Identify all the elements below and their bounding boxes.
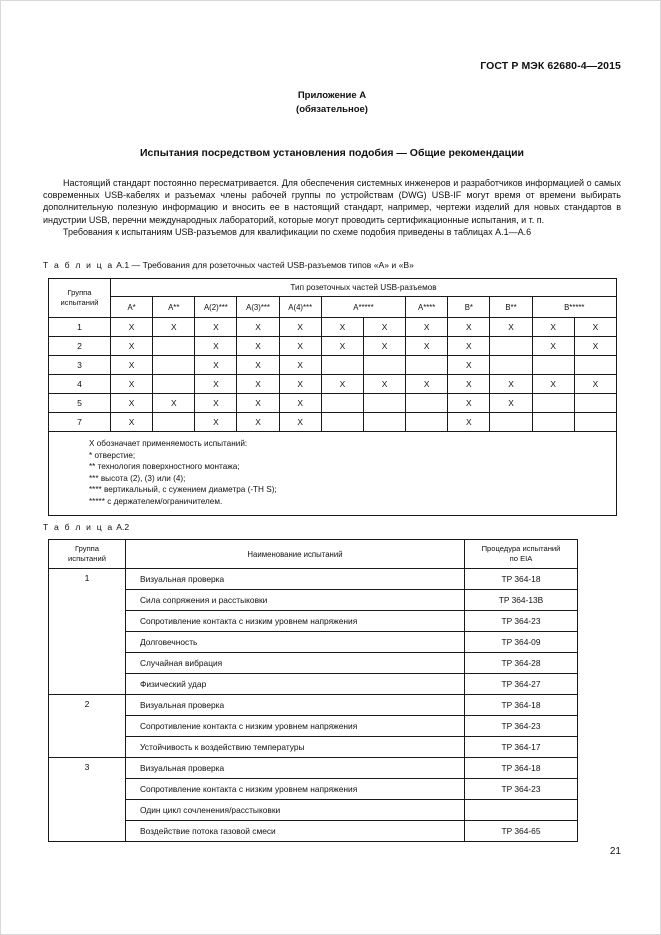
table-a1-caption bbox=[43, 260, 414, 270]
table-a1-note-6: ***** с держателем/ограничителем. bbox=[89, 496, 223, 506]
table-a1-column-header-9: В** bbox=[490, 297, 532, 318]
table-a2-test-name: Случайная вибрация bbox=[126, 653, 465, 674]
table-a1-caption-text: — Требования для розеточных частей USB-разъемов типов «А» и «В» bbox=[131, 260, 414, 270]
table-a1-mark-cell: X bbox=[448, 337, 490, 356]
table-a2-group-cell: 3 bbox=[49, 758, 126, 842]
table-row bbox=[49, 779, 578, 800]
table-a1-empty-cell bbox=[406, 356, 448, 375]
procedure-header-line-2: по EIA bbox=[509, 554, 533, 563]
table-a1-group-cell: 4 bbox=[49, 375, 111, 394]
table-a1-empty-cell bbox=[490, 413, 532, 432]
table-a1-mark-cell: X bbox=[532, 375, 574, 394]
table-a1-empty-cell bbox=[321, 394, 363, 413]
page-number: 21 bbox=[609, 846, 621, 857]
table-a2-test-procedure: TP 364-18 bbox=[465, 569, 578, 590]
appendix-title-block bbox=[43, 89, 621, 117]
table-a1 bbox=[48, 278, 617, 516]
table-a1-mark-cell: X bbox=[490, 375, 532, 394]
table-a2-group-cell: 2 bbox=[49, 695, 126, 758]
table-a1-mark-cell: X bbox=[448, 394, 490, 413]
table-a1-column-header-5: А(4)*** bbox=[279, 297, 321, 318]
standard-header: ГОСТ Р МЭК 62680-4—2015 bbox=[480, 60, 621, 72]
table-a1-mark-cell: X bbox=[321, 337, 363, 356]
table-a1-empty-cell bbox=[574, 394, 616, 413]
table-row bbox=[49, 674, 578, 695]
table-row bbox=[49, 611, 578, 632]
appendix-subtitle: (обязательное) bbox=[296, 104, 368, 115]
table-row bbox=[49, 337, 617, 356]
table-a2-test-name: Воздействие потока газовой смеси bbox=[126, 821, 465, 842]
table-a1-header-row-1 bbox=[49, 279, 617, 297]
table-a2-test-procedure: TP 364-23 bbox=[465, 716, 578, 737]
table-row bbox=[49, 569, 578, 590]
group-header-line-2: испытаний bbox=[68, 554, 106, 563]
table-a2-test-name: Устойчивость к воздействию температуры bbox=[126, 737, 465, 758]
table-a1-empty-cell bbox=[574, 356, 616, 375]
table-a1-mark-cell: X bbox=[195, 356, 237, 375]
table-a2-test-procedure bbox=[465, 800, 578, 821]
table-a2-caption-number: А.2 bbox=[116, 522, 130, 532]
table-a1-mark-cell: X bbox=[406, 375, 448, 394]
table-a1-column-header-7: А**** bbox=[406, 297, 448, 318]
table-a1-note-4: *** высота (2), (3) или (4); bbox=[89, 473, 186, 483]
table-row bbox=[49, 590, 578, 611]
table-a1-mark-cell: X bbox=[321, 375, 363, 394]
table-a1-mark-cell: X bbox=[406, 318, 448, 337]
table-a2-test-name: Долговечность bbox=[126, 632, 465, 653]
table-a1-empty-cell bbox=[363, 413, 405, 432]
table-a2-test-procedure: TP 364-18 bbox=[465, 758, 578, 779]
table-a1-mark-cell: X bbox=[532, 318, 574, 337]
table-a1-mark-cell: X bbox=[574, 375, 616, 394]
table-row bbox=[49, 413, 617, 432]
table-a1-mark-cell: X bbox=[111, 337, 153, 356]
table-a1-empty-cell bbox=[363, 356, 405, 375]
table-a1-mark-cell: X bbox=[490, 318, 532, 337]
table-row bbox=[49, 632, 578, 653]
table-a1-mark-cell: X bbox=[153, 394, 195, 413]
table-a2-test-name: Визуальная проверка bbox=[126, 569, 465, 590]
table-a1-empty-cell bbox=[406, 394, 448, 413]
table-a1-empty-cell bbox=[574, 413, 616, 432]
table-a1-mark-cell: X bbox=[279, 413, 321, 432]
table-a1-group-cell: 3 bbox=[49, 356, 111, 375]
table-a1-column-header-4: А(3)*** bbox=[237, 297, 279, 318]
table-row bbox=[49, 653, 578, 674]
table-a2-test-procedure: TP 364-27 bbox=[465, 674, 578, 695]
table-a1-header-row-2 bbox=[49, 297, 617, 318]
table-a1-mark-cell: X bbox=[532, 337, 574, 356]
table-a1-mark-cell: X bbox=[574, 318, 616, 337]
table-a2-test-name: Один цикл сочленения/расстыковки bbox=[126, 800, 465, 821]
table-a1-column-header-6: А***** bbox=[321, 297, 405, 318]
table-a2-test-name: Сопротивление контакта с низким уровнем напряжения bbox=[126, 779, 465, 800]
table-a1-mark-cell: X bbox=[574, 337, 616, 356]
table-a2-caption bbox=[43, 522, 129, 532]
table-a1-mark-cell: X bbox=[237, 337, 279, 356]
table-a2-test-name: Сопротивление контакта с низким уровнем напряжения bbox=[126, 716, 465, 737]
table-a1-notes bbox=[49, 432, 617, 516]
group-header-line-1: Группа bbox=[67, 288, 92, 297]
table-a1-group-header bbox=[49, 279, 111, 318]
table-row bbox=[49, 800, 578, 821]
table-a1-mark-cell: X bbox=[111, 356, 153, 375]
table-a2-test-procedure: TP 364-65 bbox=[465, 821, 578, 842]
table-a2-group-cell: 1 bbox=[49, 569, 126, 695]
table-a1-group-cell: 2 bbox=[49, 337, 111, 356]
table-a1-caption-prefix: Т а б л и ц а bbox=[43, 260, 114, 270]
procedure-header-line-1: Процедура испытаний bbox=[481, 544, 561, 553]
table-a1-column-header-1: А* bbox=[111, 297, 153, 318]
table-a1-mark-cell: X bbox=[237, 394, 279, 413]
table-a2-test-name: Физический удар bbox=[126, 674, 465, 695]
table-a1-mark-cell: X bbox=[363, 375, 405, 394]
table-a1-mark-cell: X bbox=[279, 318, 321, 337]
table-a1-empty-cell bbox=[363, 394, 405, 413]
table-a1-mark-cell: X bbox=[237, 375, 279, 394]
table-a1-mark-cell: X bbox=[448, 375, 490, 394]
table-a2-group-header bbox=[49, 540, 126, 569]
paragraph-1: Настоящий стандарт постоянно пересматривается. Для обеспечения системных инженеров и разработчиков информацией о самых современных USB-кабелях и разъемах члены рабочей группы по устройствам (DWG) USB-IF могут время от времени выбирать дополнительную полезную информацию и вносить ее в настоящий стандарт, например, чертежи изделий для новых стандартов в индустрии USB, перечни международных лабораторий, которые могут проводить сертификационные испытания, и т. п. bbox=[43, 178, 621, 225]
table-a1-mark-cell: X bbox=[195, 394, 237, 413]
table-a2 bbox=[48, 539, 578, 842]
table-a1-mark-cell: X bbox=[237, 356, 279, 375]
table-a2-test-procedure: TP 364-18 bbox=[465, 695, 578, 716]
table-a1-span-header: Тип розеточных частей USB-разъемов bbox=[111, 279, 617, 297]
table-a1-caption-number: А.1 bbox=[116, 260, 130, 270]
table-row bbox=[49, 716, 578, 737]
table-a1-mark-cell: X bbox=[111, 394, 153, 413]
table-a1-column-header-3: А(2)*** bbox=[195, 297, 237, 318]
table-row bbox=[49, 821, 578, 842]
table-a1-mark-cell: X bbox=[195, 337, 237, 356]
table-a1-empty-cell bbox=[153, 356, 195, 375]
table-a1-empty-cell bbox=[153, 337, 195, 356]
table-a1-mark-cell: X bbox=[195, 375, 237, 394]
table-a1-mark-cell: X bbox=[237, 413, 279, 432]
table-a1-mark-cell: X bbox=[111, 413, 153, 432]
table-a1-empty-cell bbox=[321, 356, 363, 375]
table-a2-test-procedure: TP 364-28 bbox=[465, 653, 578, 674]
table-row bbox=[49, 737, 578, 758]
table-a1-column-header-10: В***** bbox=[532, 297, 616, 318]
table-a1-empty-cell bbox=[406, 413, 448, 432]
table-a1-note-2: * отверстие; bbox=[89, 450, 136, 460]
table-a2-name-header: Наименование испытаний bbox=[126, 540, 465, 569]
table-a1-note-3: ** технология поверхностного монтажа; bbox=[89, 462, 240, 472]
table-a1-empty-cell bbox=[532, 394, 574, 413]
table-a1-mark-cell: X bbox=[195, 318, 237, 337]
table-a2-procedure-header bbox=[465, 540, 578, 569]
table-a2-test-procedure: TP 364-23 bbox=[465, 611, 578, 632]
paragraph-2: Требования к испытаниям USB-разъемов для квалификации по схеме подобия приведены в таблицах А.1—А.6 bbox=[63, 226, 532, 237]
table-a2-test-procedure: TP 364-17 bbox=[465, 737, 578, 758]
table-a1-mark-cell: X bbox=[448, 318, 490, 337]
table-a1-mark-cell: X bbox=[279, 394, 321, 413]
table-a1-group-cell: 5 bbox=[49, 394, 111, 413]
table-a1-empty-cell bbox=[490, 337, 532, 356]
table-a1-mark-cell: X bbox=[111, 375, 153, 394]
table-row bbox=[49, 375, 617, 394]
table-a1-mark-cell: X bbox=[406, 337, 448, 356]
group-header-line-1: Группа bbox=[74, 544, 100, 553]
table-a1-notes-row bbox=[49, 432, 617, 516]
table-a1-empty-cell bbox=[153, 375, 195, 394]
table-a2-test-procedure: TP 364-13B bbox=[465, 590, 578, 611]
table-a1-empty-cell bbox=[532, 413, 574, 432]
table-a1-mark-cell: X bbox=[153, 318, 195, 337]
table-a1-column-header-8: В* bbox=[448, 297, 490, 318]
table-row bbox=[49, 695, 578, 716]
table-a1-mark-cell: X bbox=[279, 375, 321, 394]
group-header-line-2: испытаний bbox=[60, 298, 99, 307]
page-title: Испытания посредством установления подобия — Общие рекомендации bbox=[140, 147, 524, 159]
table-a1-mark-cell: X bbox=[448, 356, 490, 375]
table-a1-mark-cell: X bbox=[279, 337, 321, 356]
table-row bbox=[49, 394, 617, 413]
table-row bbox=[49, 356, 617, 375]
table-a1-empty-cell bbox=[490, 356, 532, 375]
table-a1-mark-cell: X bbox=[279, 356, 321, 375]
table-a1-group-cell: 1 bbox=[49, 318, 111, 337]
table-a2-caption-prefix: Т а б л и ц а bbox=[43, 522, 114, 532]
table-a2-test-name: Сопротивление контакта с низким уровнем напряжения bbox=[126, 611, 465, 632]
table-a1-mark-cell: X bbox=[490, 394, 532, 413]
intro-paragraphs bbox=[43, 177, 621, 238]
table-a1-column-header-2: А** bbox=[153, 297, 195, 318]
table-a1-empty-cell bbox=[153, 413, 195, 432]
table-a2-header-row bbox=[49, 540, 578, 569]
table-a1-mark-cell: X bbox=[448, 413, 490, 432]
table-a2-test-procedure: TP 364-09 bbox=[465, 632, 578, 653]
table-a1-mark-cell: X bbox=[237, 318, 279, 337]
table-a1-group-cell: 7 bbox=[49, 413, 111, 432]
table-a1-note-1: X обозначает применяемость испытаний: bbox=[89, 439, 248, 448]
table-a2-test-name: Сила сопряжения и расстыковки bbox=[126, 590, 465, 611]
table-a1-mark-cell: X bbox=[111, 318, 153, 337]
table-a1-empty-cell bbox=[532, 356, 574, 375]
table-a2-test-procedure: TP 364-23 bbox=[465, 779, 578, 800]
table-a1-mark-cell: X bbox=[363, 318, 405, 337]
table-a2-test-name: Визуальная проверка bbox=[126, 695, 465, 716]
table-a2-test-name: Визуальная проверка bbox=[126, 758, 465, 779]
table-a1-mark-cell: X bbox=[195, 413, 237, 432]
table-row bbox=[49, 758, 578, 779]
appendix-title: Приложение А bbox=[297, 90, 367, 101]
table-row bbox=[49, 318, 617, 337]
table-a1-mark-cell: X bbox=[321, 318, 363, 337]
table-a1-mark-cell: X bbox=[363, 337, 405, 356]
table-a1-note-5: **** вертикальный, с сужением диаметра (-TH S); bbox=[89, 485, 277, 495]
table-a1-empty-cell bbox=[321, 413, 363, 432]
